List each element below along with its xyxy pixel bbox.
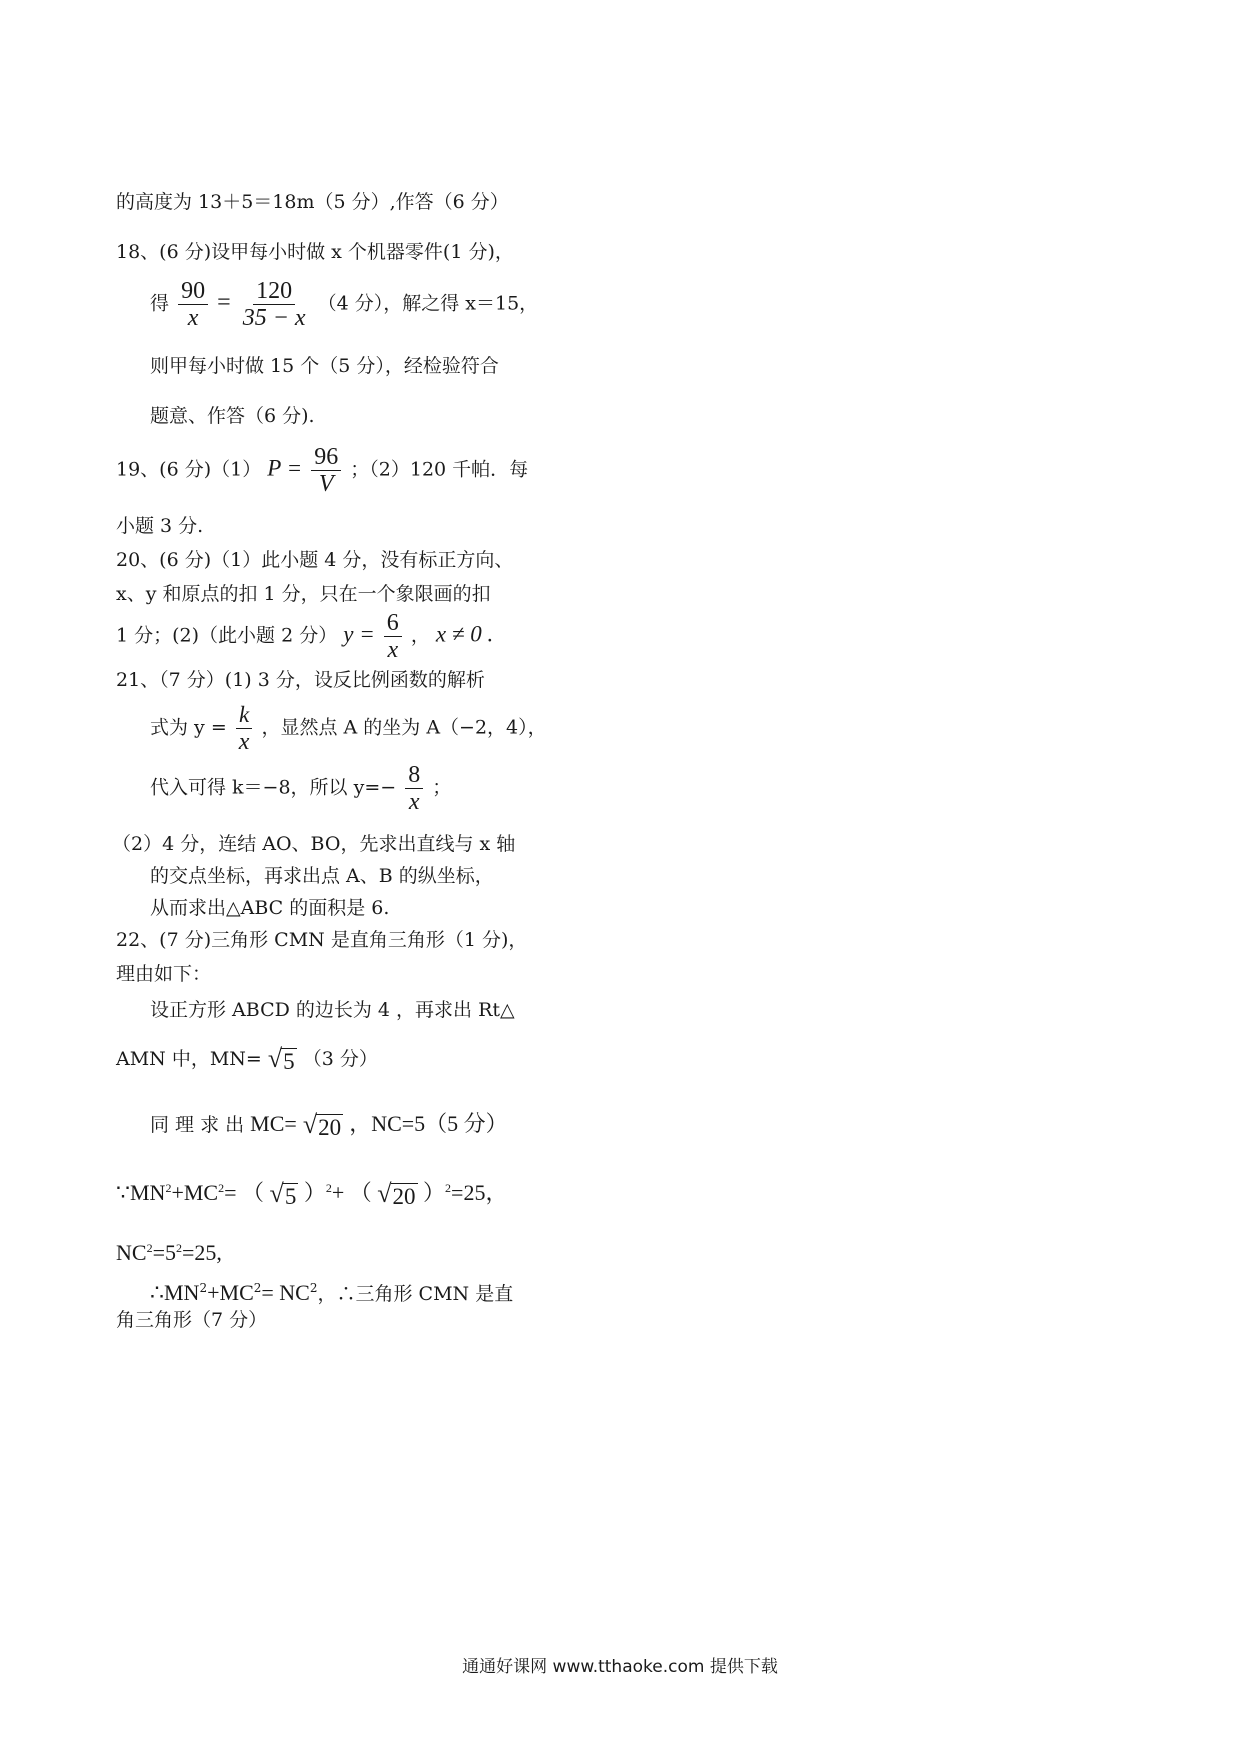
line-22-mn: AMN 中，MN= √ 5 （3 分） [116,1044,378,1074]
fraction-120-over-35-minus-x: $\frac{120}{35 - x}$ [242,278,306,331]
sqrt-5: √ 5 [267,1044,295,1074]
line-22-nc: $NC^2=5^2=25$, [116,1240,222,1265]
line-18-end: 题意、作答（6 分). [150,405,315,427]
sqrt-5-second: √ 5 [269,1178,297,1209]
line-21-formula: 式为 y = $\frac{k}{x}$ ，显然点 A 的坐为 A（−2，4）， [150,702,547,755]
line-20-end: 1 分；(2)（此小题 2 分） y = $\frac{6}{x}$ ， x ≠ 0 . [116,610,494,663]
line-22-mc: 同 理 求 出 MC= √ 20 ，NC=5（5 分） [150,1110,508,1140]
line-22-intro: 22、(7 分)三角形 CMN 是直角三角形（1 分)， [116,929,528,951]
line-19: 19、(6 分)（1） P = $\frac{96}{V}$ ；（2）120 千帕．每 [116,444,529,497]
fraction-96-over-v: $\frac{96}{V}$ [311,444,341,497]
sqrt-20: √ 20 [302,1110,342,1140]
line-21-part2-mid: 的交点坐标，再求出点 A、B 的纵坐标， [150,865,494,887]
line-22-end: 角三角形（7 分） [116,1309,268,1331]
line-21-part2-end: 从而求出△ABC 的面积是 6. [150,897,390,919]
line-18-intro: 18、(6 分)设甲每小时做 x 个机器零件(1 分)， [116,241,514,263]
fraction-8-over-x: $\frac{8}{x}$ [405,762,423,815]
line-22-because: $\because MN^2+MC^2=$ （ √ 5 ）$^2$+ （ √ 20 ）$^2$=25， [116,1178,508,1209]
line-21-intro: 21、（7 分）(1) 3 分，设反比例函数的解析 [116,669,485,691]
line-18-result: 则甲每小时做 15 个（5 分），经检验符合 [150,355,499,377]
sqrt-20-second: √ 20 [377,1178,416,1209]
page-footer: 通通好课网 www.tthaoke.com 提供下载 [462,1657,778,1677]
line-21-part2: （2）4 分，连结 AO、BO，先求出直线与 x 轴 [112,833,516,855]
line-22-reason: 理由如下： [116,963,212,985]
line-20-mid: x、y 和原点的扣 1 分，只在一个象限画的扣 [116,583,491,605]
line-20-intro: 20、(6 分)（1）此小题 4 分，没有标正方向、 [116,549,514,571]
line-17-end: 的高度为 13＋5＝18m（5 分）,作答（6 分） [116,191,509,213]
fraction-90-over-x: $\frac{90}{x}$ [178,278,208,331]
line-22-therefore: $\therefore MN^2+MC^2= NC^2$，∴三角形 CMN 是直 [150,1280,514,1305]
line-18-equation: 得 $\frac{90}{x}$ = $\frac{120}{35 - x}$ （4 分），解之得 x＝15， [150,278,539,331]
line-19-end: 小题 3 分. [116,515,204,537]
line-21-result: 代入可得 k＝−8，所以 y=− $\frac{8}{x}$ ； [150,762,452,815]
line-22-setup: 设正方形 ABCD 的边长为 4 ，再求出 Rt△ [150,999,515,1021]
fraction-k-over-x: $\frac{k}{x}$ [236,702,253,755]
fraction-6-over-x: $\frac{6}{x}$ [384,610,402,663]
